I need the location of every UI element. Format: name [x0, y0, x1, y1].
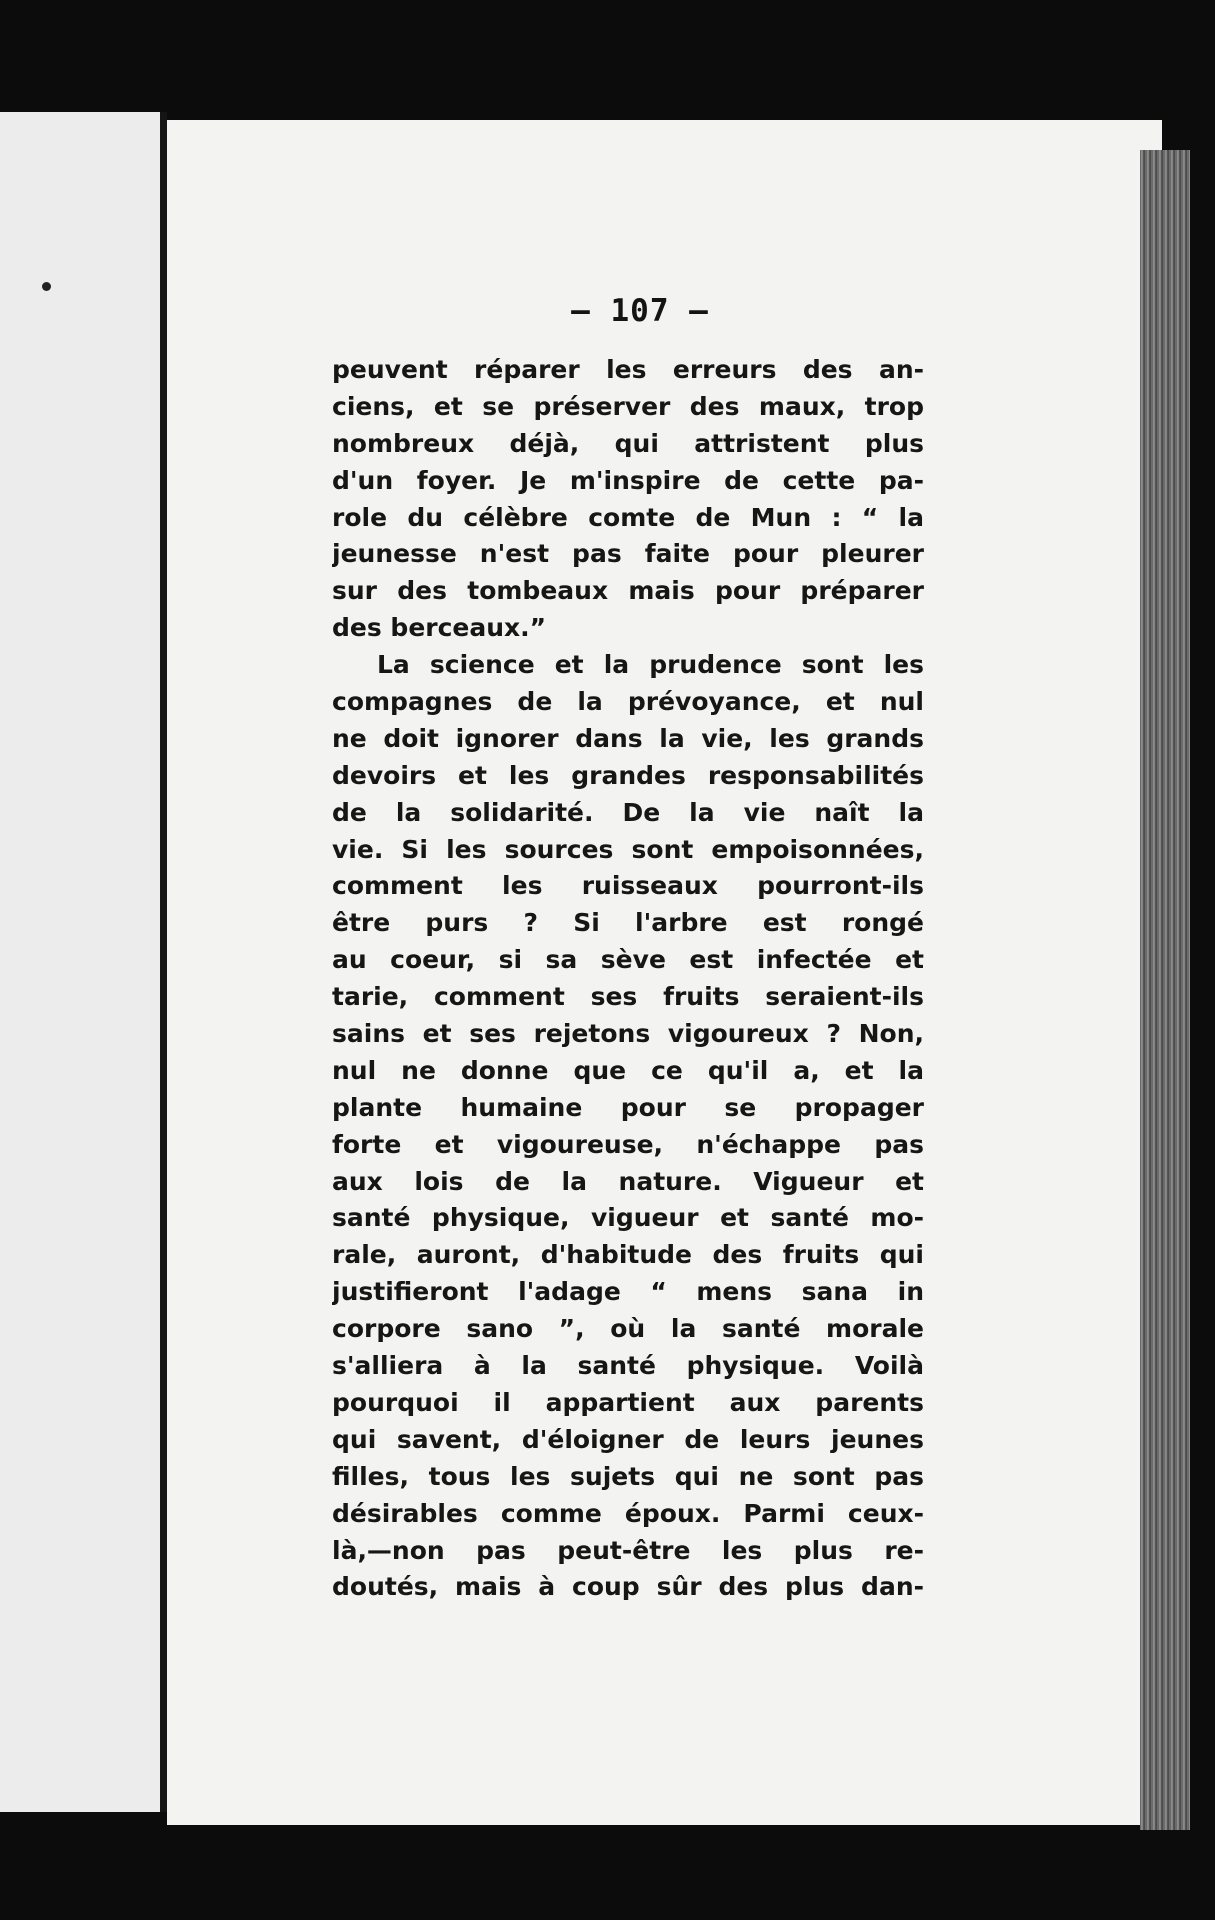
text-line: de la solidarité. De la vie naît la: [332, 797, 924, 827]
text-line: comment les ruisseaux pourront-ils: [332, 871, 924, 901]
page-number: [0, 293, 1215, 329]
text-line: ciens, et se préserver des maux, trop: [332, 391, 924, 421]
book-gutter: [160, 112, 167, 1812]
text-line: là,—non pas peut-être les plus re-: [332, 1535, 924, 1565]
text-line: corpore sano ”, où la santé morale: [332, 1314, 924, 1344]
text-line: nombreux déjà, qui attristent plus: [332, 428, 924, 458]
text-line: doutés, mais à coup sûr des plus dan-: [332, 1572, 924, 1602]
text-line: ne doit ignorer dans la vie, les grands: [332, 723, 924, 753]
text-line: vie. Si les sources sont empoisonnées,: [332, 834, 924, 864]
page-body-text: [332, 352, 924, 1606]
text-line: peuvent réparer les erreurs des an-: [332, 355, 924, 384]
text-line: sur des tombeaux mais pour préparer: [332, 576, 924, 606]
text-line: qui savent, d'éloigner de leurs jeunes: [332, 1424, 924, 1454]
page-block-edges: [1140, 150, 1190, 1830]
text-line: s'alliera à la santé physique. Voilà: [332, 1351, 924, 1381]
text-line: role du célèbre comte de Mun : “ la: [332, 502, 924, 532]
text-line: nul ne donne que ce qu'il a, et la: [332, 1055, 924, 1085]
text-line: aux lois de la nature. Vigueur et: [332, 1166, 924, 1196]
text-line: compagnes de la prévoyance, et nul: [332, 687, 924, 717]
facing-page-edge: [0, 112, 160, 1812]
text-line: La science et la prudence sont les: [377, 650, 924, 680]
text-line: au coeur, si sa sève est infectée et: [332, 945, 924, 975]
text-line: être purs ? Si l'arbre est rongé: [332, 908, 924, 938]
text-line: devoirs et les grandes responsabilités: [332, 760, 924, 790]
text-line: d'un foyer. Je m'inspire de cette pa-: [332, 465, 924, 495]
text-line: des berceaux.”: [332, 613, 547, 643]
text-line: filles, tous les sujets qui ne sont pas: [332, 1461, 924, 1491]
text-line: tarie, comment ses fruits seraient-ils: [332, 982, 924, 1012]
text-line: jeunesse n'est pas faite pour pleurer: [332, 539, 924, 569]
text-line: plante humaine pour se propager: [332, 1092, 924, 1122]
ink-speck: [42, 282, 51, 291]
text-line: forte et vigoureuse, n'échappe pas: [332, 1129, 924, 1159]
page-number-text: — 107 —: [571, 293, 709, 329]
text-line: rale, auront, d'habitude des fruits qui: [332, 1240, 924, 1270]
text-line: pourquoi il appartient aux parents: [332, 1387, 924, 1417]
text-line: sains et ses rejetons vigoureux ? Non,: [332, 1019, 924, 1049]
text-line: santé physique, vigueur et santé mo-: [332, 1203, 924, 1233]
text-line: désirables comme époux. Parmi ceux-: [332, 1498, 924, 1528]
text-line: justifieront l'adage “ mens sana in: [332, 1277, 924, 1307]
